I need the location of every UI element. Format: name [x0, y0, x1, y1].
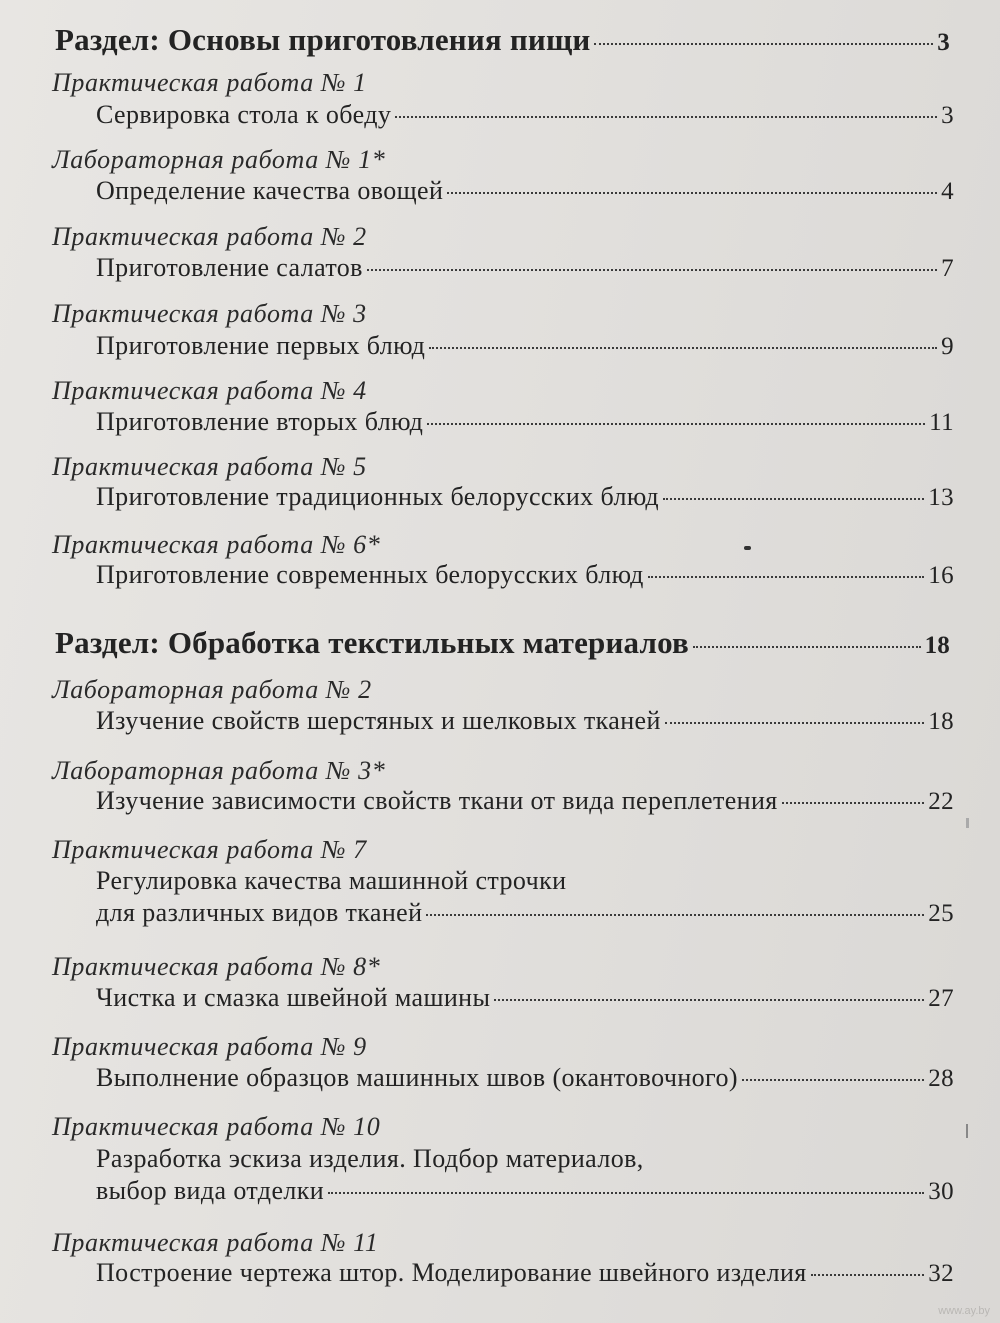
entry-text: Регулировка качества машинной строчки — [96, 866, 567, 895]
dot-leader — [395, 116, 937, 118]
dot-leader — [594, 43, 933, 45]
page-number: 30 — [928, 1178, 954, 1205]
dot-leader — [665, 722, 924, 724]
toc-entry — [96, 983, 954, 1013]
toc-entry — [96, 331, 954, 361]
page-number: 27 — [928, 985, 954, 1012]
page-number: 7 — [941, 255, 954, 282]
page-number: 16 — [928, 562, 954, 589]
dot-leader — [447, 192, 937, 194]
toc-entry — [96, 560, 954, 590]
work-title: Практическая работа № 1 — [52, 68, 367, 97]
work-title: Практическая работа № 2 — [52, 222, 367, 251]
entry-text: для различных видов тканей — [96, 898, 423, 927]
entry-text: Определение качества овощей — [96, 176, 444, 205]
dot-leader — [426, 914, 924, 916]
page-number: 13 — [928, 484, 954, 511]
dot-leader — [693, 646, 921, 648]
entry-text: Приготовление первых блюд — [96, 331, 426, 360]
toc-entry — [96, 1258, 954, 1288]
page-number: 18 — [928, 708, 954, 735]
toc-entry — [96, 100, 954, 130]
work-title: Лабораторная работа № 3* — [52, 756, 386, 785]
entry-text: Изучение зависимости свойств ткани от вида переплетения — [96, 786, 778, 815]
section-title: Раздел: Обработка текстильных материалов — [55, 625, 689, 660]
page-number: 4 — [941, 178, 954, 205]
ink-speck — [744, 546, 751, 550]
toc-entry — [96, 253, 954, 283]
dot-leader — [429, 347, 937, 349]
dot-leader — [811, 1274, 925, 1276]
toc-entry — [96, 898, 954, 928]
page-number: 9 — [941, 333, 954, 360]
work-title: Лабораторная работа № 2 — [52, 675, 372, 704]
toc-entry — [96, 482, 954, 512]
work-title: Практическая работа № 4 — [52, 376, 367, 405]
section-heading — [55, 22, 950, 58]
page-number: 32 — [928, 1260, 954, 1287]
margin-mark — [966, 1124, 968, 1138]
page-number: 28 — [928, 1065, 954, 1092]
dot-leader — [328, 1192, 924, 1194]
entry-text: Приготовление современных белорусских блюд — [96, 560, 644, 589]
entry-text: Выполнение образцов машинных швов (окантовочного) — [96, 1063, 738, 1092]
work-title: Практическая работа № 9 — [52, 1032, 367, 1061]
work-title: Практическая работа № 11 — [52, 1228, 379, 1257]
dot-leader — [494, 999, 924, 1001]
page-number: 3 — [937, 29, 950, 56]
dot-leader — [427, 423, 925, 425]
section-title: Раздел: Основы приготовления пищи — [55, 22, 591, 57]
page-number: 22 — [928, 788, 954, 815]
page-number: 18 — [924, 632, 950, 659]
entry-text: выбор вида отделки — [96, 1176, 325, 1205]
dot-leader — [663, 498, 924, 500]
dot-leader — [648, 576, 924, 578]
page-number: 3 — [941, 102, 954, 129]
watermark: www.ay.by — [938, 1305, 990, 1317]
entry-text: Приготовление традиционных белорусских блюд — [96, 482, 659, 511]
toc-entry — [96, 706, 954, 736]
work-title: Практическая работа № 5 — [52, 452, 367, 481]
toc-entry — [96, 176, 954, 206]
section-heading — [55, 625, 950, 661]
entry-text: Чистка и смазка швейной машины — [96, 983, 491, 1012]
toc-entry — [96, 407, 954, 437]
work-title: Практическая работа № 7 — [52, 835, 367, 864]
page-number: 25 — [928, 900, 954, 927]
entry-text: Изучение свойств шерстяных и шелковых тканей — [96, 706, 661, 735]
work-title: Практическая работа № 10 — [52, 1112, 381, 1141]
dot-leader — [742, 1079, 924, 1081]
dot-leader — [367, 269, 937, 271]
entry-text: Построение чертежа штор. Моделирование швейного изделия — [96, 1258, 807, 1287]
work-title: Практическая работа № 6* — [52, 530, 381, 559]
page-number: 11 — [929, 409, 954, 436]
toc-entry — [96, 1176, 954, 1206]
work-title: Практическая работа № 8* — [52, 952, 381, 981]
work-title: Практическая работа № 3 — [52, 299, 367, 328]
dot-leader — [782, 802, 925, 804]
entry-text: Сервировка стола к обеду — [96, 100, 392, 129]
margin-mark — [966, 818, 969, 828]
entry-text: Приготовление салатов — [96, 253, 363, 282]
entry-text: Разработка эскиза изделия. Подбор материалов, — [96, 1144, 644, 1173]
entry-text: Приготовление вторых блюд — [96, 407, 424, 436]
work-title: Лабораторная работа № 1* — [52, 145, 386, 174]
toc-entry — [96, 786, 954, 816]
toc-entry — [96, 1063, 954, 1093]
